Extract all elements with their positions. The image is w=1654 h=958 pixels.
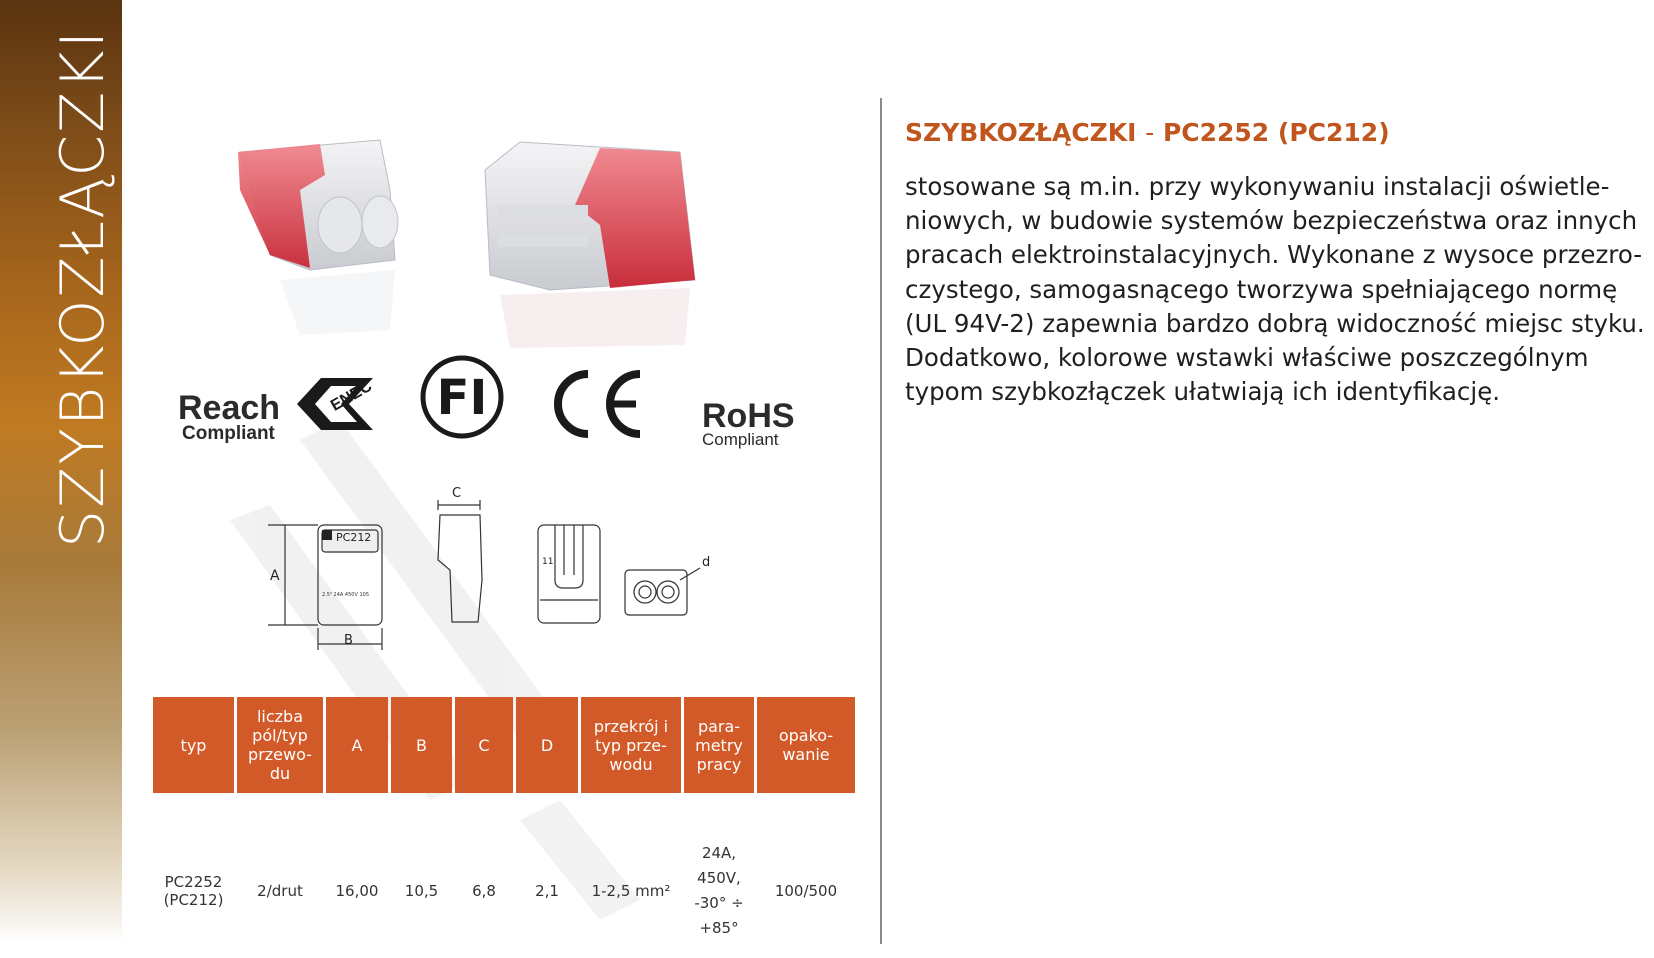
svg-text:ENEC: ENEC — [328, 377, 375, 415]
cell-parametry: 24A, 450V, -30° ÷ +85° — [694, 844, 744, 937]
th-d: D — [516, 697, 578, 793]
connector-right — [485, 142, 695, 348]
fi-text: FI — [436, 370, 488, 426]
heading-main: SZYBKOZŁĄCZKI — [905, 118, 1137, 147]
vertical-divider — [880, 98, 882, 944]
description-line: typom szybkozłączek ułatwiają ich identyfikację. — [905, 377, 1501, 407]
label-11: 11 — [542, 557, 554, 567]
cell-przekroj: 1-2,5 mm² — [591, 881, 671, 900]
table-row — [153, 793, 855, 958]
th-typ: typ — [153, 697, 234, 793]
product-heading — [905, 118, 1390, 147]
th-opakowanie: opako- wanie — [757, 697, 855, 793]
cell-c: 6,8 — [472, 881, 496, 900]
description-line: Dodatkowo, kolorowe wstawki właściwe poszczególnym — [905, 343, 1589, 373]
cell-a: 16,00 — [335, 881, 379, 900]
certification-logos — [170, 370, 810, 470]
reach-logo: Reach Compliant — [178, 389, 281, 444]
rohs-logo: RoHS Compliant — [702, 397, 795, 449]
description-line: pracach elektroinstalacyjnych. Wykonane z wysoce przezro- — [905, 240, 1643, 270]
cell-d: 2,1 — [535, 881, 559, 900]
drawing-product-code: PC212 — [336, 531, 372, 544]
th-liczba: liczba pól/typ przewo- du — [237, 697, 323, 793]
description-line: (UL 94V-2) zapewnia bardzo dobrą widoczność miejsc styku. — [905, 308, 1645, 338]
label-b: B — [344, 633, 353, 648]
description-line: czystego, samogasnącego tworzywa spełniającego normę — [905, 274, 1618, 304]
label-c: C — [452, 486, 462, 501]
sidebar-title: SZYBKOZŁĄCZKI — [48, 28, 118, 548]
table-header-row — [153, 697, 855, 793]
enec-logo — [295, 374, 375, 434]
ce-logo — [548, 368, 648, 440]
heading-separator: - — [1145, 118, 1155, 147]
th-a: A — [326, 697, 388, 793]
label-a: A — [270, 568, 280, 584]
connector-left — [238, 140, 398, 335]
th-b: B — [391, 697, 452, 793]
th-parametry: para- metry pracy — [684, 697, 754, 793]
heading-product: PC2252 (PC212) — [1162, 118, 1390, 147]
description-line: niowych, w budowie systemów bezpieczeństwa oraz innych — [905, 206, 1638, 236]
product-description — [905, 170, 1645, 409]
label-d: d — [702, 555, 711, 570]
cell-b: 10,5 — [404, 881, 439, 900]
spec-table — [150, 697, 858, 958]
fi-logo — [418, 353, 506, 441]
cell-liczba: 2/drut — [257, 881, 303, 900]
description-line: stosowane są m.in. przy wykonywaniu instalacji oświetle- — [905, 172, 1610, 201]
th-przekroj: przekrój i typ prze- wodu — [581, 697, 681, 793]
technical-drawing — [250, 480, 750, 655]
th-c: C — [455, 697, 513, 793]
cell-opakowanie: 100/500 — [774, 881, 838, 900]
brand-mark-icon — [322, 530, 332, 540]
cell-typ: PC2252 (PC212) — [163, 873, 224, 909]
drawing-spec-marking: 2.5² 24A 450V 105 — [322, 592, 370, 598]
product-photo — [220, 130, 760, 370]
